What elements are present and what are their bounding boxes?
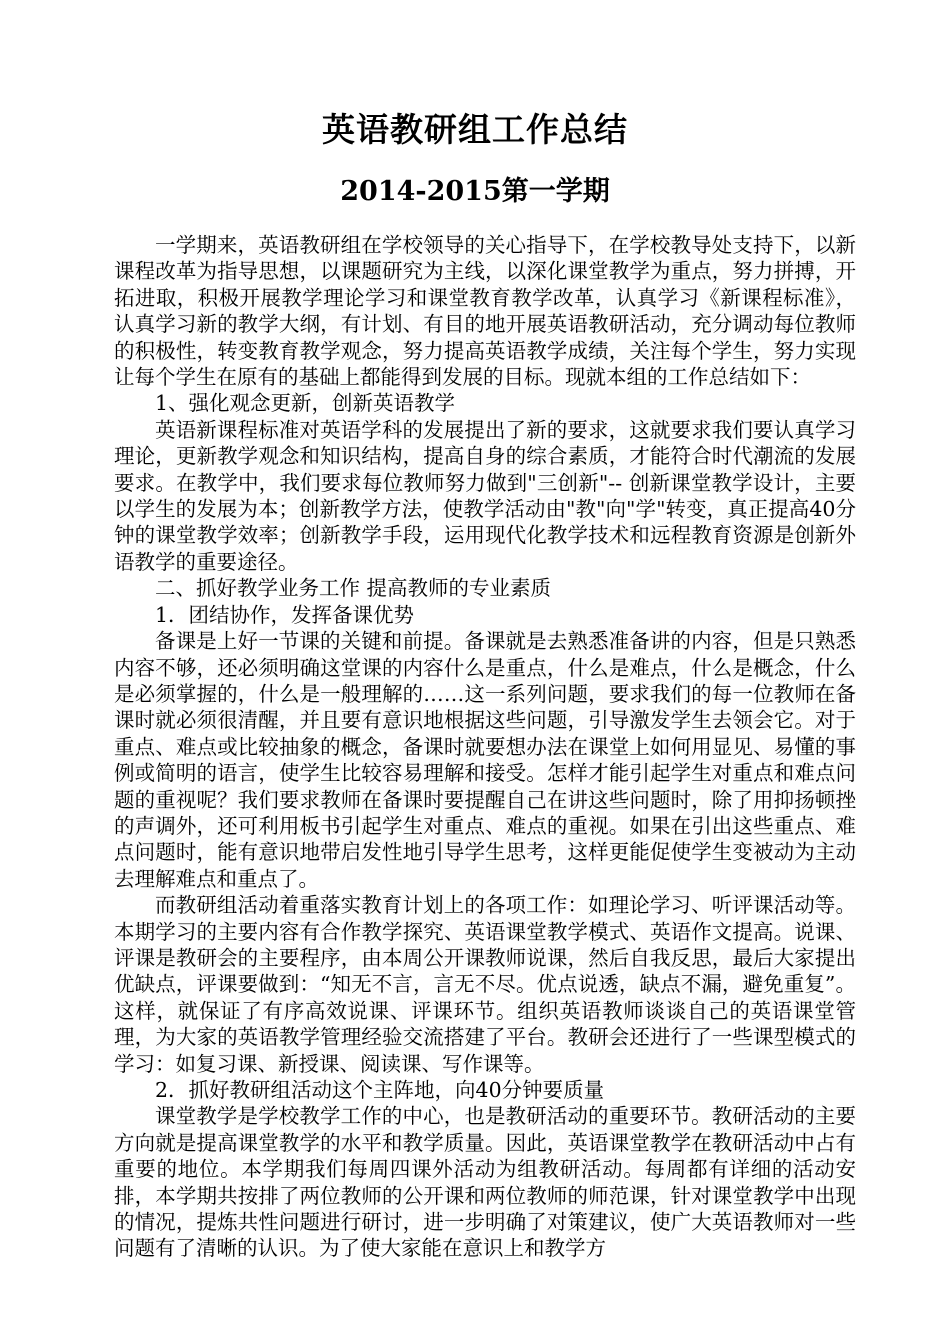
paragraph: 备课是上好一节课的关键和前提。备课就是去熟悉准备讲的内容，但是只熟悉内容不够，还必须明确这堂课的内容什么是重点，什么是难点，什么是概念，什么是必须掌握的，什么是一般理解的……这一系列问题，要求我们的每一位教师在备课时就必须很清醒，并且要有意识地根据这些问题，引导激发学生去领会它。对于重点、难点或比较抽象的概念，备课时就要想办法在课堂上如何用显见、易懂的事例或简明的语言，使学生比较容易理解和接受。怎样才能引起学生对重点和难点问题的重视呢？我们要求教师在备课时要提醒自己在讲这些问题时，除了用抑扬顿挫的声调外，还可利用板书引起学生对重点、难点的重视。如果在引出这些重点、难点问题时，能有意识地带启发性地引导学生思考，这样更能促使学生变被动为主动去理解难点和重点了。 xyxy=(114,629,856,891)
section-heading-2: 二、抓好教学业务工作 提高教师的专业素质 xyxy=(155,576,552,601)
section-heading-1: 1、强化观念更新，创新英语教学 xyxy=(155,391,456,416)
document-subtitle: 2014-2015第一学期 xyxy=(340,176,610,207)
document-body xyxy=(114,232,856,1262)
subsection-heading-2: 2．抓好教研组活动这个主阵地，向40分钟要质量 xyxy=(155,1078,605,1102)
paragraph: 英语新课程标准对英语学科的发展提出了新的要求，这就要求我们要认真学习理论，更新教学观念和知识结构，提高自身的综合素质，才能符合时代潮流的发展要求。在教学中，我们要求每位教师努力做到"三创新"-- 创新课堂教学设计，主要以学生的发展为本；创新教学方法，使教学活动由"教"向"学"转变，真正提高40分钟的课堂教学效率；创新教学手段，运用现代化教学技术和远程教育资源是创新外语教学的重要途径。 xyxy=(114,417,856,574)
paragraph: 课堂教学是学校教学工作的中心，也是教研活动的重要环节。教研活动的主要方向就是提高课堂教学的水平和教学质量。因此，英语课堂教学在教研活动中占有重要的地位。本学期我们每周四课外活动为组教研活动。每周都有详细的活动安排，本学期共按排了两位教师的公开课和两位教师的师范课，针对课堂教学中出现的情况，提炼共性问题进行研讨，进一步明确了对策建议，使广大英语教师对一些问题有了清晰的认识。为了使大家能在意识上和教学方 xyxy=(114,1104,856,1261)
document-title: 英语教研组工作总结 xyxy=(322,110,628,149)
paragraph: 而教研组活动着重落实教育计划上的各项工作：如理论学习、听评课活动等。本期学习的主要内容有合作教学探究、英语课堂教学模式、英语作文提高。说课、评课是教研会的主要程序，由本周公开课教师说课，然后自我反思，最后大家提出优缺点，评课要做到：“知无不言，言无不尽。优点说透，缺点不漏，避免重复”。这样，就保证了有序高效说课、评课环节。组织英语教师谈谈自己的英语课堂管理，为大家的英语教学管理经验交流搭建了平台。教研会还进行了一些课型模式的学习：如复习课、新授课、阅读课、写作课等。 xyxy=(114,893,856,1076)
subsection-heading-1: 1．团结协作，发挥备课优势 xyxy=(155,602,415,627)
paragraph-intro: 一学期来，英语教研组在学校领导的关心指导下，在学校教导处支持下，以新课程改革为指导思想，以课题研究为主线，以深化课堂教学为重点，努力拼搏，开拓进取，积极开展教学理论学习和课堂教育教学改革，认真学习《新课程标准》，认真学习新的教学大纲，有计划、有目的地开展英语教研活动，充分调动每位教师的积极性，转变教育教学观念，努力提高英语教学成绩，关注每个学生，努力实现让每个学生在原有的基础上都能得到发展的目标。现就本组的工作总结如下： xyxy=(114,233,856,390)
